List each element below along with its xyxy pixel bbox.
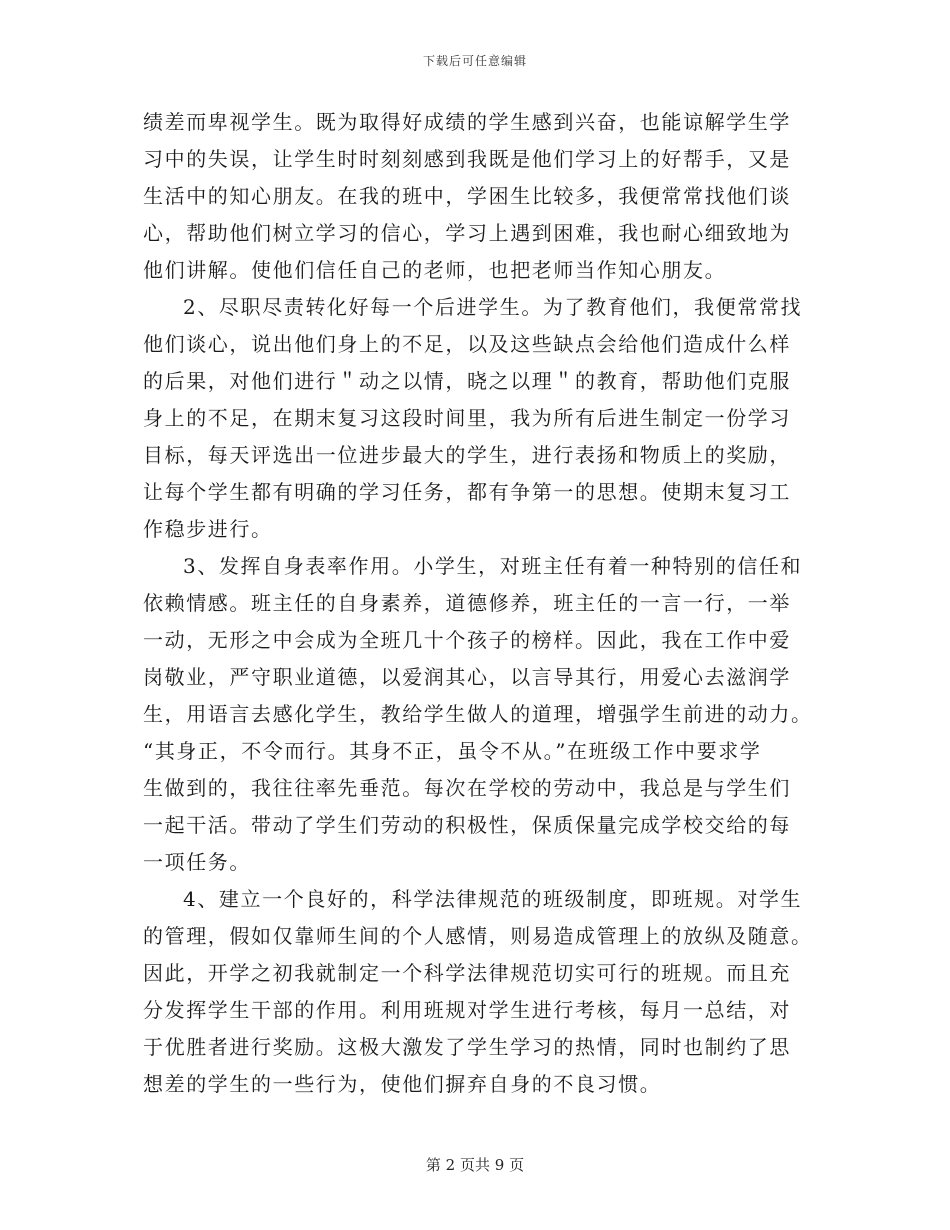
text-line: 他们谈心，说出他们身上的不足，以及这些缺点会给他们造成什么样 bbox=[143, 332, 791, 356]
page-number-footer: 第 2 页共 9 页 bbox=[425, 1156, 525, 1174]
paragraph-3-first-line: 3、发挥自身表率作用。小学生，对班主任有着一种特别的信任和 bbox=[183, 554, 803, 578]
document-body bbox=[143, 104, 813, 1103]
text-line: 因此，开学之初我就制定一个科学法律规范切实可行的班规。而且充 bbox=[143, 961, 791, 985]
text-line: 想差的学生的一些行为，使他们摒弃自身的不良习惯。 bbox=[143, 1072, 662, 1096]
page-header: 下载后可任意编辑 bbox=[422, 54, 527, 68]
text-line: 让每个学生都有明确的学习任务，都有争第一的思想。使期末复习工 bbox=[143, 480, 791, 504]
text-line: 依赖情感。班主任的自身素养，道德修养，班主任的一言一行，一举 bbox=[143, 591, 791, 615]
text-line: “其身正，不令而行。其身不正，虽令不从。”在班级工作中要求学 bbox=[143, 739, 762, 763]
text-line: 生，用语言去感化学生，教给学生做人的道理，增强学生前进的动力。 bbox=[143, 702, 813, 726]
text-line: 一起干活。带动了学生们劳动的积极性，保质保量完成学校交给的每 bbox=[143, 813, 791, 837]
paragraph-4-first-line: 4、建立一个良好的，科学法律规范的班级制度，即班规。对学生 bbox=[183, 887, 803, 911]
text-line: 生活中的知心朋友。在我的班中，学困生比较多，我便常常找他们谈 bbox=[143, 184, 791, 208]
text-line: 他们讲解。使他们信任自己的老师，也把老师当作知心朋友。 bbox=[143, 258, 727, 282]
text-line: 一项任务。 bbox=[143, 850, 251, 874]
text-line: 心，帮助他们树立学习的信心，学习上遇到困难，我也耐心细致地为 bbox=[143, 221, 791, 245]
text-line: 作稳步进行。 bbox=[143, 517, 273, 541]
text-line: 绩差而卑视学生。既为取得好成绩的学生感到兴奋，也能谅解学生学 bbox=[143, 110, 791, 134]
text-line: 的管理，假如仅靠师生间的个人感情，则易造成管理上的放纵及随意。 bbox=[143, 924, 813, 948]
text-line: 生做到的，我往往率先垂范。每次在学校的劳动中，我总是与学生们 bbox=[143, 776, 791, 800]
text-line: 分发挥学生干部的作用。利用班规对学生进行考核，每月一总结，对 bbox=[143, 998, 791, 1022]
text-line: 于优胜者进行奖励。这极大激发了学生学习的热情，同时也制约了思 bbox=[143, 1035, 791, 1059]
text-line: 岗敬业，严守职业道德，以爱润其心，以言导其行，用爱心去滋润学 bbox=[143, 665, 791, 689]
paragraph-2-first-line: 2、尽职尽责转化好每一个后进学生。为了教育他们，我便常常找 bbox=[183, 295, 803, 319]
text-line: 一动，无形之中会成为全班几十个孩子的榜样。因此，我在工作中爱 bbox=[143, 628, 791, 652]
text-line: 习中的失误，让学生时时刻刻感到我既是他们学习上的好帮手，又是 bbox=[143, 147, 791, 171]
text-line: 的后果，对他们进行＂动之以情，晓之以理＂的教育，帮助他们克服 bbox=[143, 369, 791, 393]
text-line: 身上的不足，在期末复习这段时间里，我为所有后进生制定一份学习 bbox=[143, 406, 791, 430]
text-line: 目标，每天评选出一位进步最大的学生，进行表扬和物质上的奖励， bbox=[143, 443, 791, 467]
